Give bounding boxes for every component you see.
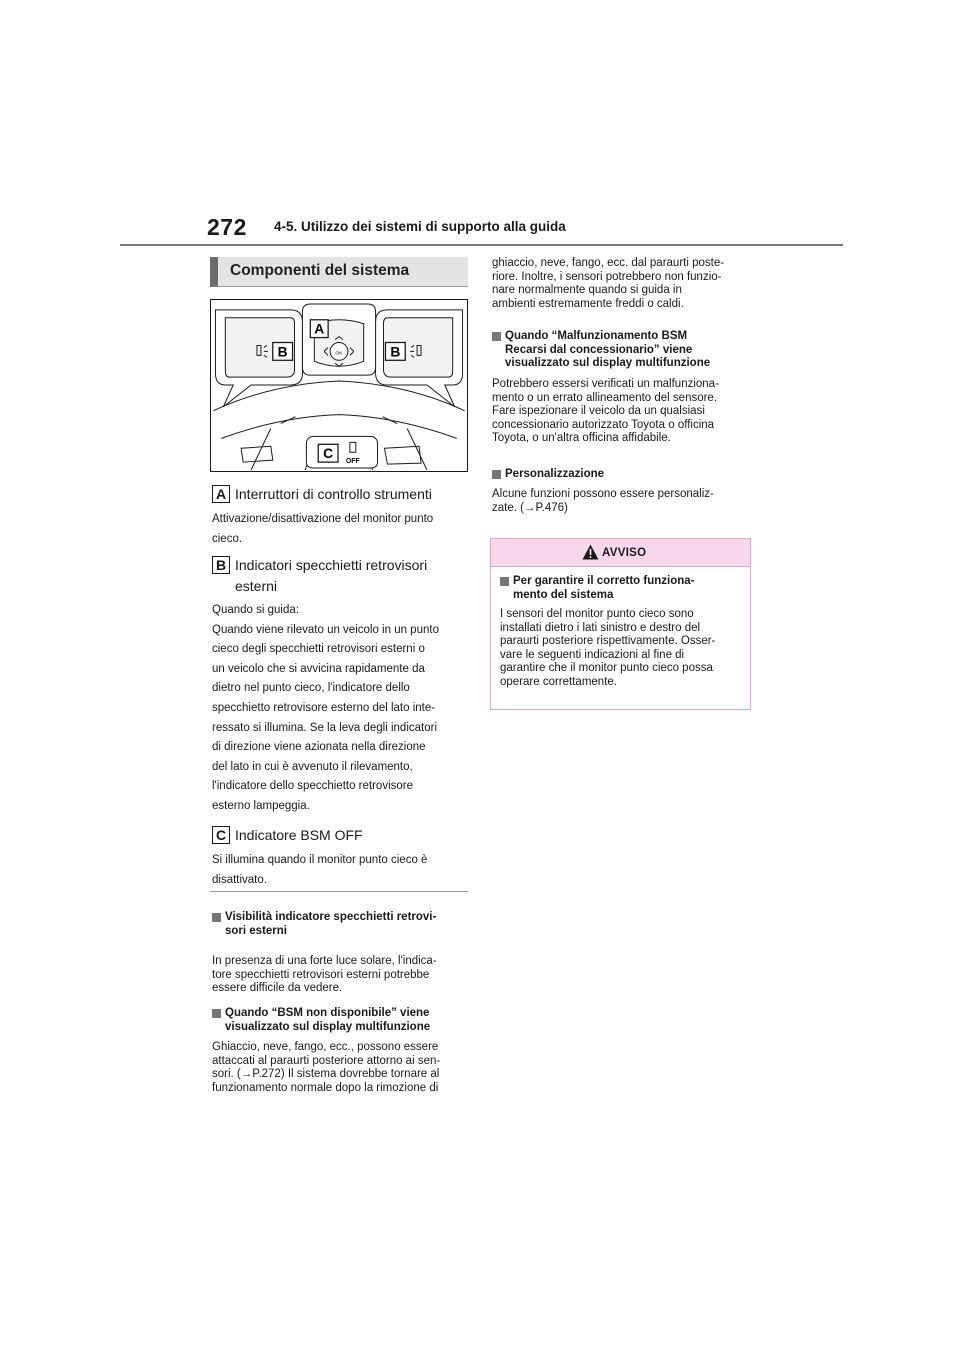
callout-b-right: B (390, 343, 401, 360)
header-rule (120, 244, 843, 246)
note-customization-body: Alcune funzioni possono essere personaliz- zate. (→P.476) (492, 488, 714, 514)
item-a-title: Interruttori di controllo strumenti (235, 486, 432, 502)
item-b-letter: B (212, 556, 230, 574)
item-b-description: Quando si guida: Quando viene rilevato un veicolo in un punto cieco degli specchietti retrovisori esterni o un veicolo che si avvicina rapidamente da dietro nel punto cieco, l'indicatore dello specchietto retrovisore esterno del lato inte- ressato si illumina. Se la leva degli indicatori di direzione viene azionata nella direzione del lato in cui è avvenuto il rilevamento, l'indicatore dello specchietto retrovisore esterno lampeggia. (212, 604, 439, 812)
item-c (212, 825, 363, 846)
off-label: OFF (345, 458, 360, 466)
callout-c: C (323, 445, 334, 462)
warning-body: I sensori del monitor punto cieco sono installati dietro i lati sinistro e destro del paraurti posteriore rispettivamente. Osser- vare le seguenti indicazioni al fine di garantire che il monitor punto cieco possa operare correttamente. (500, 608, 716, 688)
note-visibility-body: In presenza di una forte luce solare, l'indica- tore specchietti retrovisori esterni potrebbe essere difficile da vedere. (212, 955, 437, 995)
warning-box (490, 538, 751, 710)
item-a-description: Attivazione/disattivazione del monitor punto cieco. (212, 513, 434, 545)
note-malfunction-body: Potrebbero essersi verificati un malfunziona- mento o un errato allineamento del sensore. Fare ispezionare il veicolo da un qualsiasi concessionario autorizzato Toyota o officina Toyota, o un'altra officina affidabile. (492, 378, 719, 445)
item-b-title: Indicatori specchietti retrovisori esterni (235, 557, 428, 594)
page-number: 272 (207, 214, 247, 240)
dashboard-illustration (211, 300, 467, 471)
item-a (212, 484, 432, 505)
warning-title: AVVISO (602, 547, 647, 559)
note-visibility-heading: Visibilità indicatore specchietti retrovi- sori esterni (212, 911, 481, 938)
callout-a: A (314, 320, 325, 337)
divider (210, 891, 468, 892)
section-heading (210, 257, 468, 287)
system-components-figure (210, 299, 468, 472)
warning-triangle-icon (582, 544, 599, 560)
note-bsm-unavailable-body: Ghiaccio, neve, fango, ecc., possono essere attaccati al paraurti posteriore attorno ai sen- sori. (→P.272) Il sistema dovrebbe tornare al funzionamento normale dopo la rimozione di (212, 1041, 441, 1094)
item-a-letter: A (212, 485, 230, 503)
item-c-title: Indicatore BSM OFF (235, 827, 363, 843)
ok-label: OK (335, 351, 343, 357)
item-c-description: Si illumina quando il monitor punto cieco è disattivato. (212, 854, 428, 886)
continuation-text: ghiaccio, neve, fango, ecc. dal paraurti poste- riore. Inoltre, i sensori potrebbero non funzio- nare normalmente quando si guida in ambienti estremamente freddi o caldi. (492, 257, 725, 310)
section-title: 4-5. Utilizzo dei sistemi di supporto alla guida (274, 219, 566, 234)
note-bsm-unavailable-heading: Quando “BSM non disponibile” viene visualizzato sul display multifunzione (212, 1007, 481, 1034)
warning-heading: Per garantire il corretto funziona- mento del sistema (500, 575, 758, 602)
note-customization-heading: Personalizzazione (492, 468, 763, 482)
item-b (212, 555, 427, 597)
warning-header (491, 539, 750, 567)
callout-b-left: B (277, 343, 288, 360)
section-heading-text: Componenti del sistema (230, 262, 410, 279)
note-malfunction-heading: Quando “Malfunzionamento BSM Recarsi dal concessionario” viene visualizzato sul display multifunzione (492, 330, 763, 371)
item-c-letter: C (212, 826, 230, 844)
